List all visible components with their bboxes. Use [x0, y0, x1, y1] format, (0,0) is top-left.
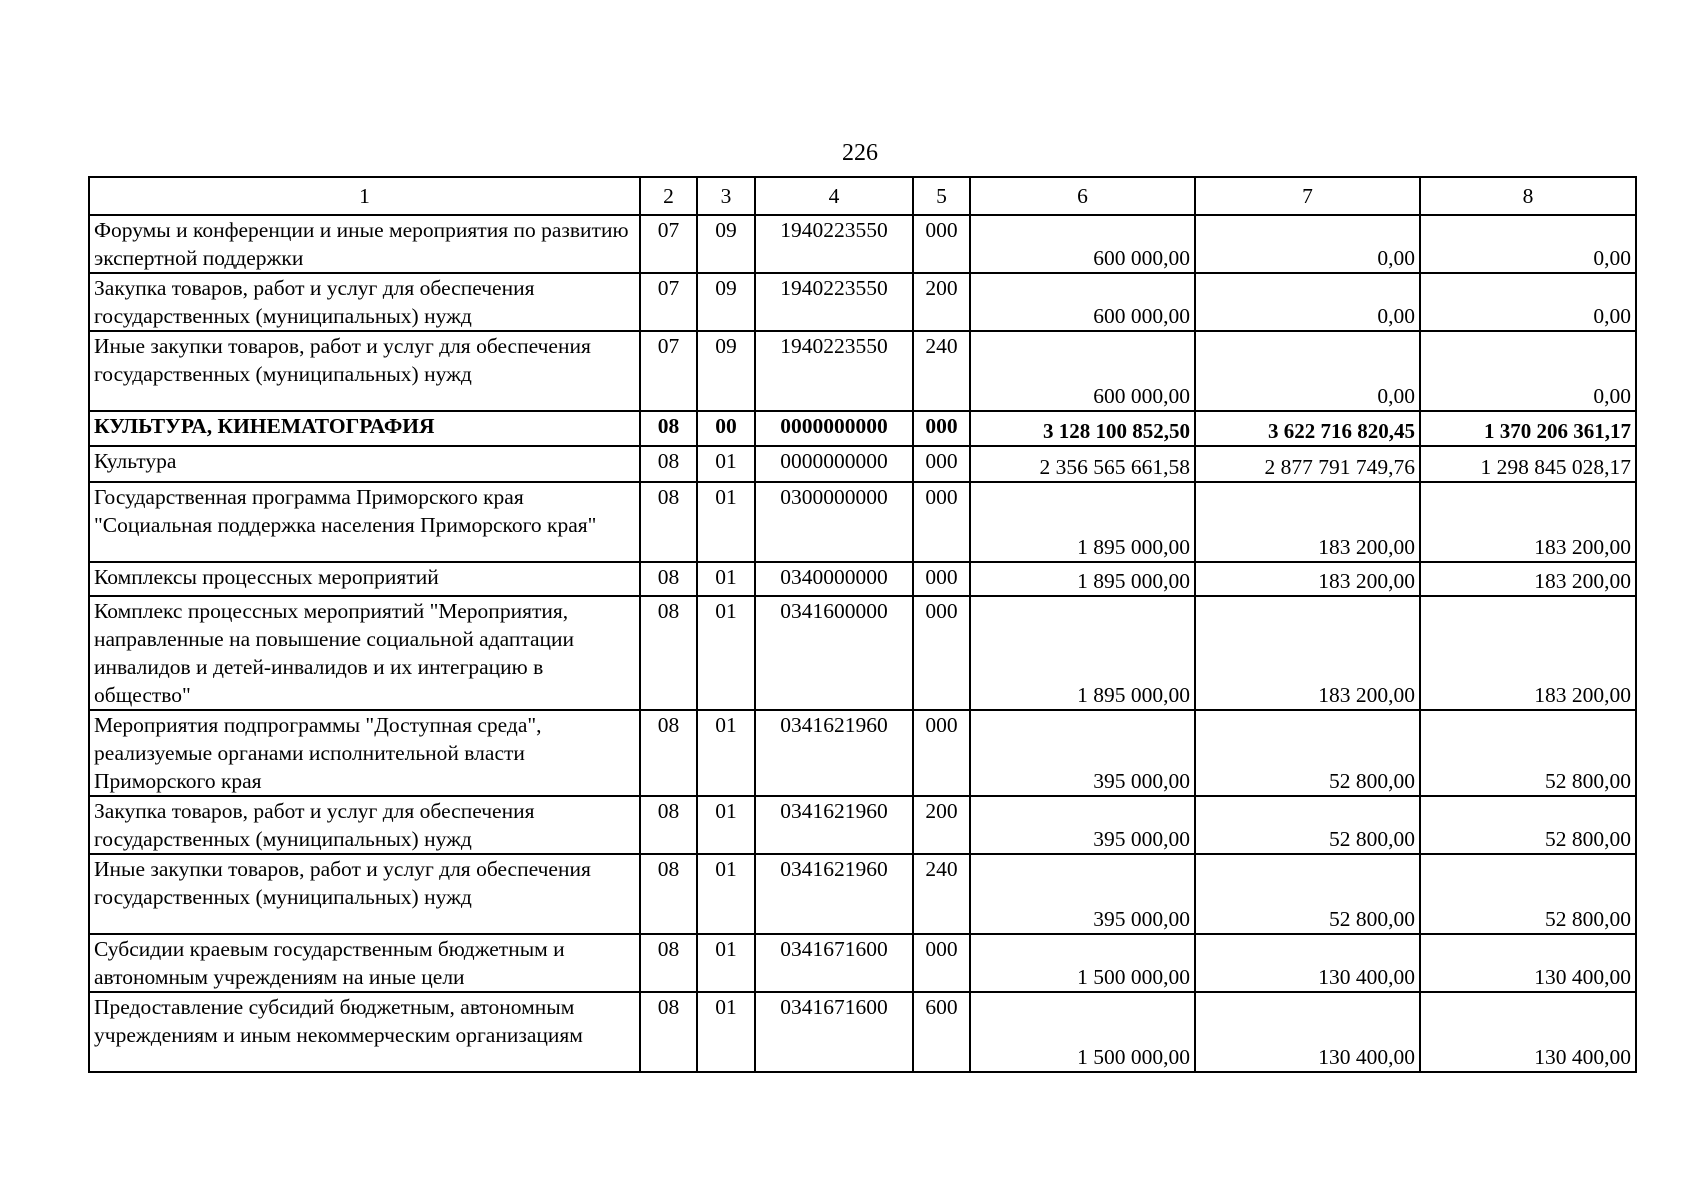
subsection-code-cell: 01: [697, 596, 755, 710]
amount-col8-cell: 1 370 206 361,17: [1420, 411, 1636, 446]
header-row: [89, 177, 1636, 215]
expense-type-cell: 000: [913, 215, 970, 273]
amount-col8-cell: 0,00: [1420, 215, 1636, 273]
column-header: 6: [970, 177, 1195, 215]
amount-col8-cell: 52 800,00: [1420, 796, 1636, 854]
expense-type-cell: 240: [913, 331, 970, 411]
subsection-code-cell: 01: [697, 710, 755, 796]
amount-col8-cell: 52 800,00: [1420, 854, 1636, 934]
amount-col7-cell: 52 800,00: [1195, 710, 1420, 796]
subsection-code-cell: 01: [697, 562, 755, 596]
expense-type-cell: 000: [913, 446, 970, 482]
amount-col6-cell: 3 128 100 852,50: [970, 411, 1195, 446]
target-article-cell: 0000000000: [755, 411, 913, 446]
row-name-cell: Иные закупки товаров, работ и услуг для обеспечения государственных (муниципальных) нужд: [89, 331, 640, 411]
target-article-cell: 0300000000: [755, 482, 913, 562]
amount-col6-cell: 1 895 000,00: [970, 562, 1195, 596]
subsection-code-cell: 00: [697, 411, 755, 446]
amount-col6-cell: 600 000,00: [970, 273, 1195, 331]
amount-col6-cell: 1 500 000,00: [970, 992, 1195, 1072]
section-code-cell: 08: [640, 482, 697, 562]
target-article-cell: 0341671600: [755, 992, 913, 1072]
row-name-cell: Комплексы процессных мероприятий: [89, 562, 640, 596]
amount-col6-cell: 395 000,00: [970, 796, 1195, 854]
section-code-cell: 08: [640, 562, 697, 596]
section-code-cell: 08: [640, 411, 697, 446]
amount-col7-cell: 3 622 716 820,45: [1195, 411, 1420, 446]
table-row: [89, 796, 1636, 854]
amount-col7-cell: 0,00: [1195, 215, 1420, 273]
target-article-cell: 0341600000: [755, 596, 913, 710]
column-header: 2: [640, 177, 697, 215]
expense-type-cell: 000: [913, 710, 970, 796]
section-code-cell: 08: [640, 992, 697, 1072]
column-header: 8: [1420, 177, 1636, 215]
table-row: [89, 215, 1636, 273]
target-article-cell: 0341671600: [755, 934, 913, 992]
row-name-cell: Комплекс процессных мероприятий "Мероприятия, направленные на повышение социальной адаптации инвалидов и детей-инвалидов и их интеграцию в общество": [89, 596, 640, 710]
row-name-cell: Предоставление субсидий бюджетным, автономным учреждениям и иным некоммерческим организациям: [89, 992, 640, 1072]
table-row: [89, 411, 1636, 446]
row-name-cell: Закупка товаров, работ и услуг для обеспечения государственных (муниципальных) нужд: [89, 796, 640, 854]
target-article-cell: 1940223550: [755, 273, 913, 331]
target-article-cell: 0340000000: [755, 562, 913, 596]
subsection-code-cell: 01: [697, 992, 755, 1072]
expense-type-cell: 200: [913, 796, 970, 854]
column-header: 4: [755, 177, 913, 215]
table-row: [89, 446, 1636, 482]
target-article-cell: 1940223550: [755, 215, 913, 273]
target-article-cell: 0341621960: [755, 854, 913, 934]
section-code-cell: 07: [640, 331, 697, 411]
expense-type-cell: 000: [913, 596, 970, 710]
amount-col8-cell: 183 200,00: [1420, 482, 1636, 562]
subsection-code-cell: 01: [697, 796, 755, 854]
section-code-cell: 08: [640, 446, 697, 482]
expense-type-cell: 000: [913, 482, 970, 562]
row-name-cell: Форумы и конференции и иные мероприятия по развитию экспертной поддержки: [89, 215, 640, 273]
amount-col7-cell: 2 877 791 749,76: [1195, 446, 1420, 482]
amount-col6-cell: 395 000,00: [970, 710, 1195, 796]
section-code-cell: 07: [640, 215, 697, 273]
row-name-cell: Мероприятия подпрограммы "Доступная среда", реализуемые органами исполнительной власти Приморского края: [89, 710, 640, 796]
amount-col6-cell: 2 356 565 661,58: [970, 446, 1195, 482]
section-code-cell: 08: [640, 596, 697, 710]
table-row: [89, 273, 1636, 331]
amount-col8-cell: 183 200,00: [1420, 596, 1636, 710]
subsection-code-cell: 09: [697, 215, 755, 273]
amount-col7-cell: 183 200,00: [1195, 596, 1420, 710]
amount-col7-cell: 52 800,00: [1195, 854, 1420, 934]
amount-col6-cell: 1 895 000,00: [970, 482, 1195, 562]
subsection-code-cell: 09: [697, 273, 755, 331]
section-code-cell: 08: [640, 854, 697, 934]
row-name-cell: Субсидии краевым государственным бюджетным и автономным учреждениям на иные цели: [89, 934, 640, 992]
target-article-cell: 0341621960: [755, 710, 913, 796]
amount-col6-cell: 395 000,00: [970, 854, 1195, 934]
column-header: 3: [697, 177, 755, 215]
subsection-code-cell: 01: [697, 934, 755, 992]
expense-type-cell: 000: [913, 562, 970, 596]
table-row: [89, 854, 1636, 934]
table-row: [89, 934, 1636, 992]
table-row: [89, 710, 1636, 796]
expense-type-cell: 200: [913, 273, 970, 331]
section-code-cell: 07: [640, 273, 697, 331]
section-code-cell: 08: [640, 710, 697, 796]
table-row: [89, 596, 1636, 710]
subsection-code-cell: 01: [697, 446, 755, 482]
table-row: [89, 331, 1636, 411]
amount-col7-cell: 183 200,00: [1195, 562, 1420, 596]
table-row: [89, 482, 1636, 562]
amount-col7-cell: 52 800,00: [1195, 796, 1420, 854]
column-header: 5: [913, 177, 970, 215]
subsection-code-cell: 01: [697, 854, 755, 934]
table-row: [89, 992, 1636, 1072]
amount-col8-cell: 183 200,00: [1420, 562, 1636, 596]
expense-type-cell: 000: [913, 411, 970, 446]
amount-col7-cell: 130 400,00: [1195, 934, 1420, 992]
amount-col7-cell: 0,00: [1195, 273, 1420, 331]
subsection-code-cell: 01: [697, 482, 755, 562]
target-article-cell: 0341621960: [755, 796, 913, 854]
amount-col8-cell: 130 400,00: [1420, 992, 1636, 1072]
amount-col7-cell: 130 400,00: [1195, 992, 1420, 1072]
amount-col6-cell: 1 895 000,00: [970, 596, 1195, 710]
section-code-cell: 08: [640, 796, 697, 854]
section-code-cell: 08: [640, 934, 697, 992]
amount-col7-cell: 183 200,00: [1195, 482, 1420, 562]
row-name-cell: Государственная программа Приморского края "Социальная поддержка населения Приморского края": [89, 482, 640, 562]
column-header: 1: [89, 177, 640, 215]
table-row: [89, 562, 1636, 596]
target-article-cell: 1940223550: [755, 331, 913, 411]
row-name-cell: КУЛЬТУРА, КИНЕМАТОГРАФИЯ: [89, 411, 640, 446]
row-name-cell: Иные закупки товаров, работ и услуг для обеспечения государственных (муниципальных) нужд: [89, 854, 640, 934]
row-name-cell: Закупка товаров, работ и услуг для обеспечения государственных (муниципальных) нужд: [89, 273, 640, 331]
amount-col6-cell: 600 000,00: [970, 215, 1195, 273]
amount-col8-cell: 0,00: [1420, 331, 1636, 411]
amount-col6-cell: 600 000,00: [970, 331, 1195, 411]
column-header: 7: [1195, 177, 1420, 215]
budget-table: [88, 176, 1637, 1073]
expense-type-cell: 000: [913, 934, 970, 992]
amount-col8-cell: 1 298 845 028,17: [1420, 446, 1636, 482]
amount-col8-cell: 0,00: [1420, 273, 1636, 331]
page-number: 226: [842, 140, 878, 166]
amount-col6-cell: 1 500 000,00: [970, 934, 1195, 992]
target-article-cell: 0000000000: [755, 446, 913, 482]
amount-col7-cell: 0,00: [1195, 331, 1420, 411]
expense-type-cell: 600: [913, 992, 970, 1072]
expense-type-cell: 240: [913, 854, 970, 934]
subsection-code-cell: 09: [697, 331, 755, 411]
amount-col8-cell: 52 800,00: [1420, 710, 1636, 796]
row-name-cell: Культура: [89, 446, 640, 482]
amount-col8-cell: 130 400,00: [1420, 934, 1636, 992]
